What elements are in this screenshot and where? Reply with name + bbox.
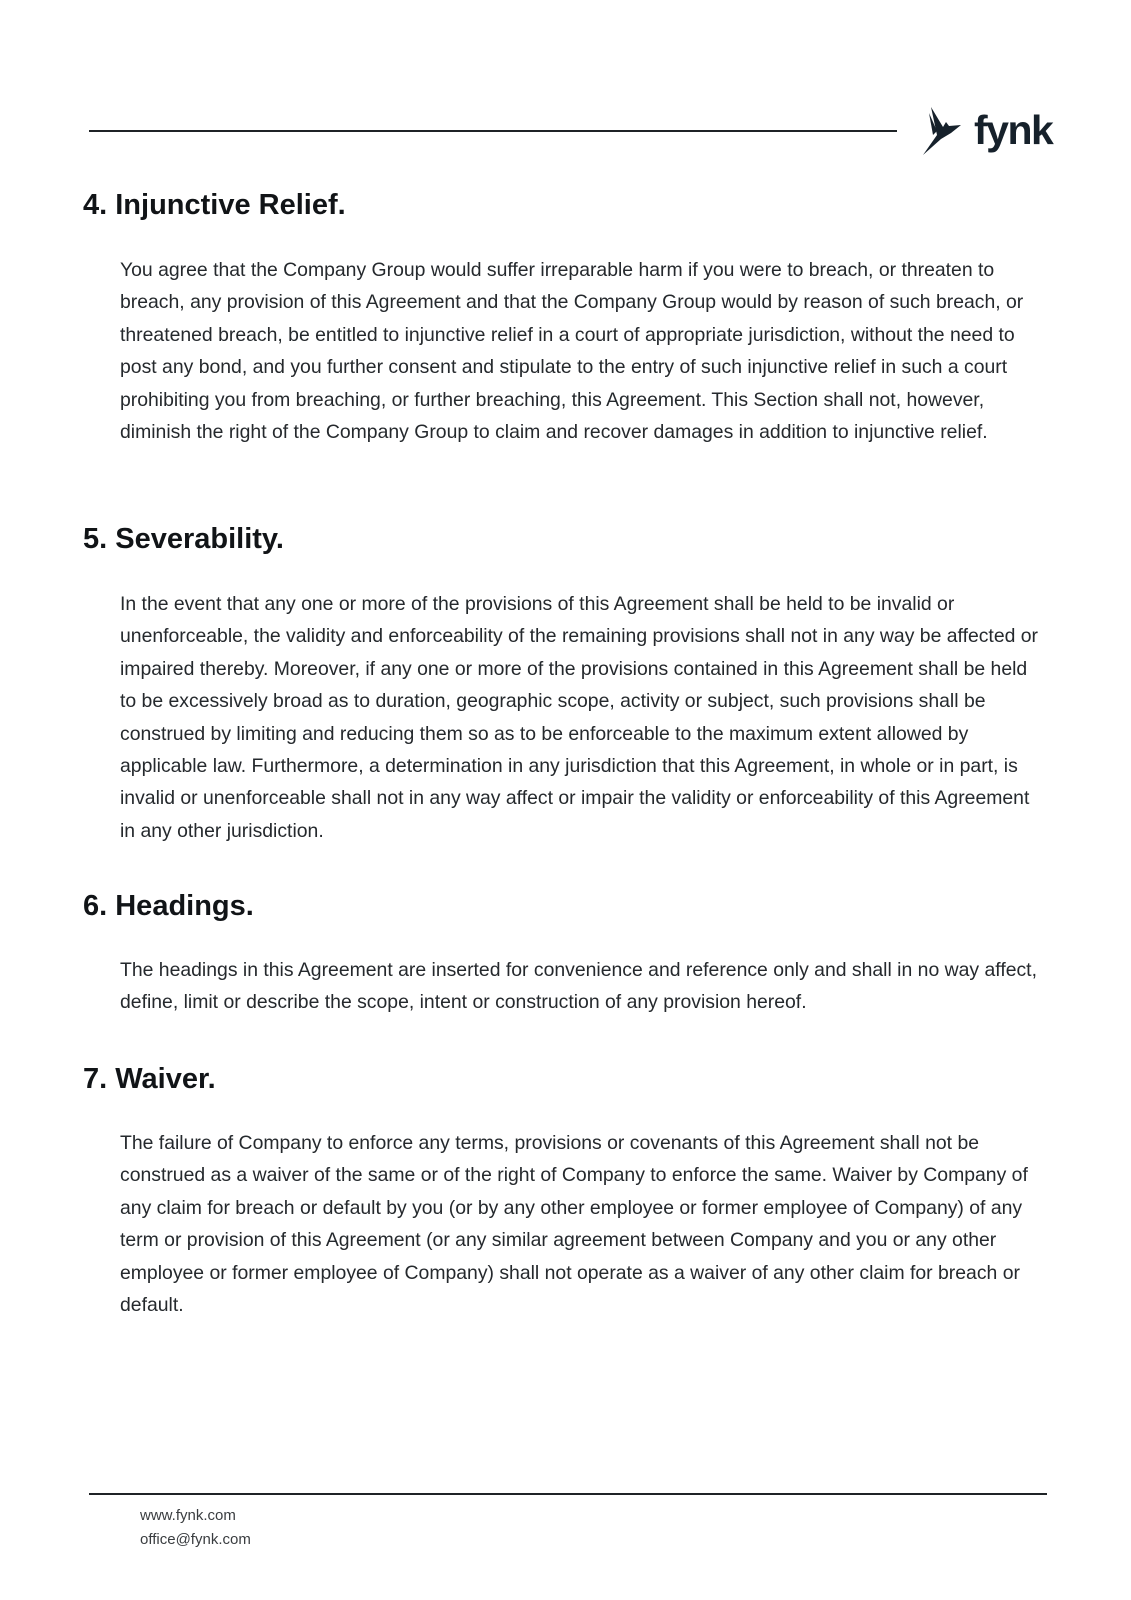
section-body: You agree that the Company Group would suffer irreparable harm if you were to breach, or threaten to breach, any provision of this Agreement and that the Company Group would by reason of such breach, or threatened breach, be entitled to injunctive relief in a court of appropriate jurisdiction, without the need to post any bond, and you further consent and stipulate to the entry of such injunctive relief in such a court prohibiting you from breaching, or further breaching, this Agreement. This Section shall not, however, diminish the right of the Company Group to claim and recover damages in addition to injunctive relief.	[120, 259, 1024, 444]
section-heading: 6. Headings.	[83, 890, 254, 922]
section-heading: 5. Severability.	[83, 523, 284, 555]
footer	[140, 1504, 251, 1552]
section-headings	[83, 887, 1043, 1019]
section-body: The headings in this Agreement are inserted for convenience and reference only and shall in no way affect, define, limit or describe the scope, intent or construction of any provision hereof.	[120, 959, 1037, 1014]
section-heading: 7. Waiver.	[83, 1063, 216, 1095]
section-injunctive-relief	[83, 186, 1043, 448]
footer-website: www.fynk.com	[140, 1507, 236, 1524]
bird-icon	[919, 105, 971, 157]
logo-text: fynk	[974, 107, 1053, 153]
fynk-logo	[919, 105, 1053, 161]
header-divider	[89, 130, 897, 132]
section-severability	[83, 520, 1043, 847]
section-heading: 4. Injunctive Relief.	[83, 189, 346, 221]
section-body: In the event that any one or more of the provisions of this Agreement shall be held to be invalid or unenforceable, the validity and enforceability of the remaining provisions shall not in any way be affected or impaired thereby. Moreover, if any one or more of the provisions contained in this Agreement shall be held to be excessively broad as to duration, geographic scope, activity or subject, such provisions shall be construed by limiting and reducing them so as to be enforceable to the maximum extent allowed by applicable law. Furthermore, a determination in any jurisdiction that this Agreement, in whole or in part, is invalid or unenforceable shall not in any way affect or impair the validity or enforceability of this Agreement in any other jurisdiction.	[120, 593, 1039, 842]
section-body: The failure of Company to enforce any terms, provisions or covenants of this Agreement shall not be construed as a waiver of the same or of the right of Company to enforce the same. Waiver by Company of any claim for breach or default by you (or by any other employee or former employee of Company) of any term or provision of this Agreement (or any similar agreement between Company and you or any other employee or former employee of Company) shall not operate as a waiver of any other claim for breach or default.	[120, 1132, 1028, 1317]
section-waiver	[83, 1060, 1043, 1321]
footer-email: office@fynk.com	[140, 1531, 251, 1548]
footer-divider	[89, 1493, 1047, 1495]
